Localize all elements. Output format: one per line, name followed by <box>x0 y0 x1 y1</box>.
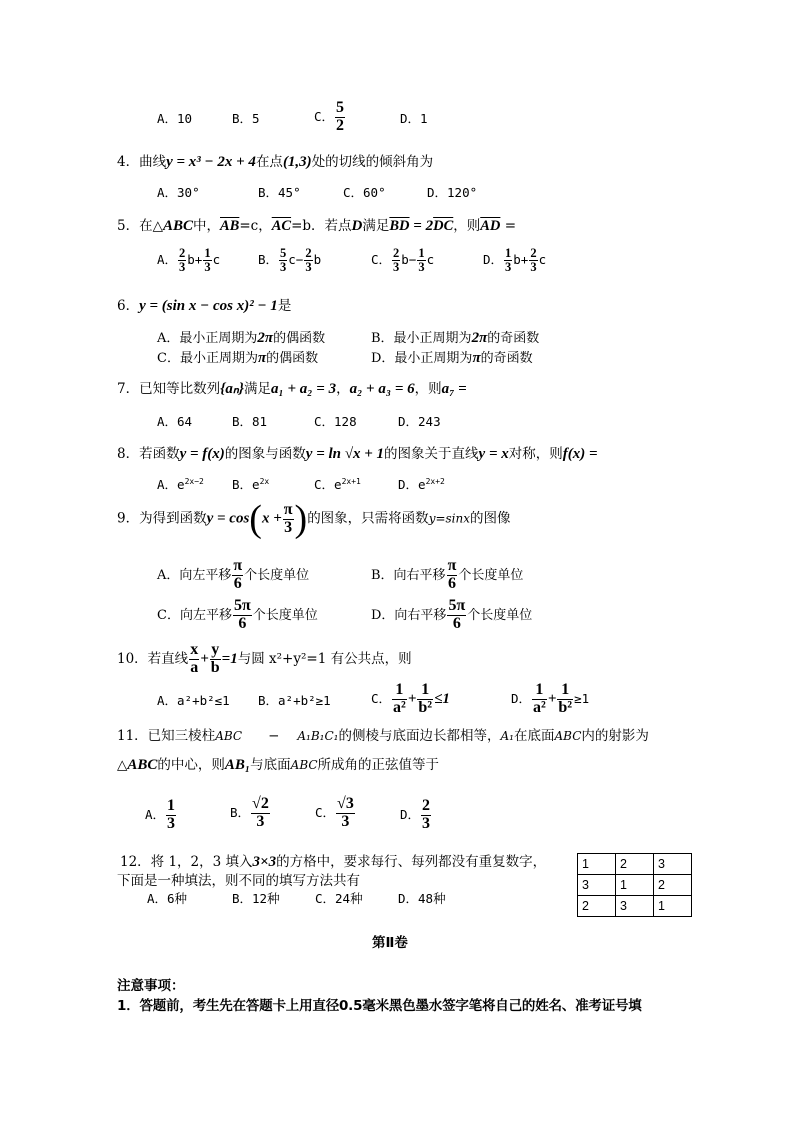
q6-option-c: C．最小正周期为π的偶函数 <box>157 350 319 366</box>
q10-option-c: C． $\frac{1}{\text{a²}}$ + $\frac{1}{\text{b²}}$ ≤1 <box>371 681 450 716</box>
q5-stem: 5．在△ABC中，$\overline{AB}=c$，$\overline{AC}=b$．若点D满足$\overline{BD} = 2\overline{DC}$，则$\overline{AD}$ = <box>117 218 517 234</box>
q9-option-c: C．向左平移 $\frac{5\pi}{6}$ 个长度单位 <box>157 597 318 632</box>
grid-cell: 3 <box>654 854 692 875</box>
q4-option-c: C．60° <box>343 185 386 200</box>
q12-option-c: C．24种 <box>315 891 363 906</box>
q8-option-a: A．$e^{2x-2}$ <box>157 476 204 492</box>
q12-stem-line2: 下面是一种填法，则不同的填写方法共有 <box>117 873 360 889</box>
q9-stem: 9．为得到函数y = cos(x + $\frac{\pi}{3}$ )的图象，只需将函数y=sinx的图像 <box>117 498 511 540</box>
q7-option-c: C．128 <box>314 414 357 429</box>
q11-option-a: A． $\frac{1}{3}$ <box>145 797 176 832</box>
q12-option-d: D．48种 <box>398 891 446 906</box>
q7-option-d: D．243 <box>398 414 441 429</box>
q8-option-c: C．$e^{2x+1}$ <box>314 476 361 492</box>
q10-stem: 10．若直线 $\frac{x}{a}$ + $\frac{y}{b}$ =1与圆 x²+y²=1 有公共点，则 <box>117 641 412 676</box>
q8-stem: 8．若函数y = f(x)的图象与函数y = ln √x + 1的图象关于直线y = x对称，则f(x) = <box>117 446 598 462</box>
q11-stem-line1: 11．已知三棱柱ABC − A₁B₁C₁的侧棱与底面边长都相等，A₁在底面ABC内的射影为 <box>117 728 649 744</box>
q7-stem: 7．已知等比数列{aₙ}满足a₁ + a₂ = 3，a₂ + a₃ = 6，则a₇ = <box>117 381 467 397</box>
q3-option-d: D．1 <box>400 111 428 126</box>
q10-option-d: D． $\frac{1}{\text{a²}}$ + $\frac{1}{\text{b²}}$ ≥1 <box>511 681 590 716</box>
q9-option-d: D．向右平移 $\frac{5\pi}{6}$ 个长度单位 <box>371 597 533 632</box>
q5-option-d: D． $\frac{1}{3}$ b+ $\frac{2}{3}$ c <box>483 246 547 275</box>
q9-option-b: B．向右平移 $\frac{\pi}{6}$ 个长度单位 <box>371 557 524 592</box>
grid-cell: 2 <box>654 875 692 896</box>
q12-example-grid <box>577 853 692 917</box>
q8-option-b: B．$e^{2x}$ <box>232 476 270 492</box>
q6-option-d: D．最小正周期为π的奇函数 <box>371 350 533 366</box>
grid-cell: 2 <box>616 854 654 875</box>
table-row <box>578 875 692 896</box>
q5-option-a: A． $\frac{2}{3}$ b+ $\frac{1}{3}$ c <box>157 246 221 275</box>
note-1: 1．答题前，考生先在答题卡上用直径0.5毫米黑色墨水签字笔将自己的姓名、准考证号填 <box>117 998 642 1014</box>
q3-option-a: A．10 <box>157 111 193 126</box>
q4-stem: 4．曲线y = x³ − 2x + 4在点(1,3)处的切线的倾斜角为 <box>117 154 434 170</box>
q5-option-c: C． $\frac{2}{3}$ b− $\frac{1}{3}$ c <box>371 246 435 275</box>
q10-option-a: A．a²+b²≤1 <box>157 693 230 708</box>
grid-cell: 2 <box>578 896 616 917</box>
grid-cell: 3 <box>616 896 654 917</box>
q5-option-b: B． $\frac{5}{3}$ c− $\frac{2}{3}$ b <box>258 246 322 275</box>
q6-option-a: A．最小正周期为2π的偶函数 <box>157 330 326 346</box>
table-row <box>578 896 692 917</box>
q10-option-b: B．a²+b²≥1 <box>258 693 331 708</box>
grid-cell: 1 <box>654 896 692 917</box>
q9-option-a: A．向左平移 $\frac{\pi}{6}$ 个长度单位 <box>157 557 310 592</box>
q6-option-b: B．最小正周期为2π的奇函数 <box>371 330 540 346</box>
q11-option-d: D． $\frac{2}{3}$ <box>400 797 431 832</box>
q3-option-b: B．5 <box>232 111 260 126</box>
q11-stem-line2: △ABC的中心，则AB₁与底面ABC所成角的正弦值等于 <box>117 757 440 773</box>
table-row <box>578 854 692 875</box>
q12-option-a: A．6种 <box>147 891 188 906</box>
q6-stem: 6．y = (sin x − cos x)² − 1是 <box>117 298 292 314</box>
section-title: 第Ⅱ卷 <box>372 935 408 951</box>
grid-cell: 3 <box>578 875 616 896</box>
q3-option-c: C． $\frac{5}{2}$ <box>314 99 345 134</box>
q12-option-b: B．12种 <box>232 891 280 906</box>
q4-option-a: A．30° <box>157 185 200 200</box>
grid-cell: 1 <box>578 854 616 875</box>
q8-option-d: D．$e^{2x+2}$ <box>398 476 445 492</box>
grid-cell: 1 <box>616 875 654 896</box>
notes-title: 注意事项： <box>117 978 185 994</box>
q11-option-b: B． $\frac{√2}{3}$ <box>230 795 269 830</box>
q7-option-b: B．81 <box>232 414 268 429</box>
q4-option-d: D．120° <box>427 185 478 200</box>
q11-option-c: C． $\frac{√3}{3}$ <box>315 795 354 830</box>
q7-option-a: A．64 <box>157 414 193 429</box>
q4-option-b: B．45° <box>258 185 301 200</box>
q12-stem-line1: 12．将 1，2，3 填入3×3的方格中，要求每行、每列都没有重复数字， <box>120 854 547 870</box>
